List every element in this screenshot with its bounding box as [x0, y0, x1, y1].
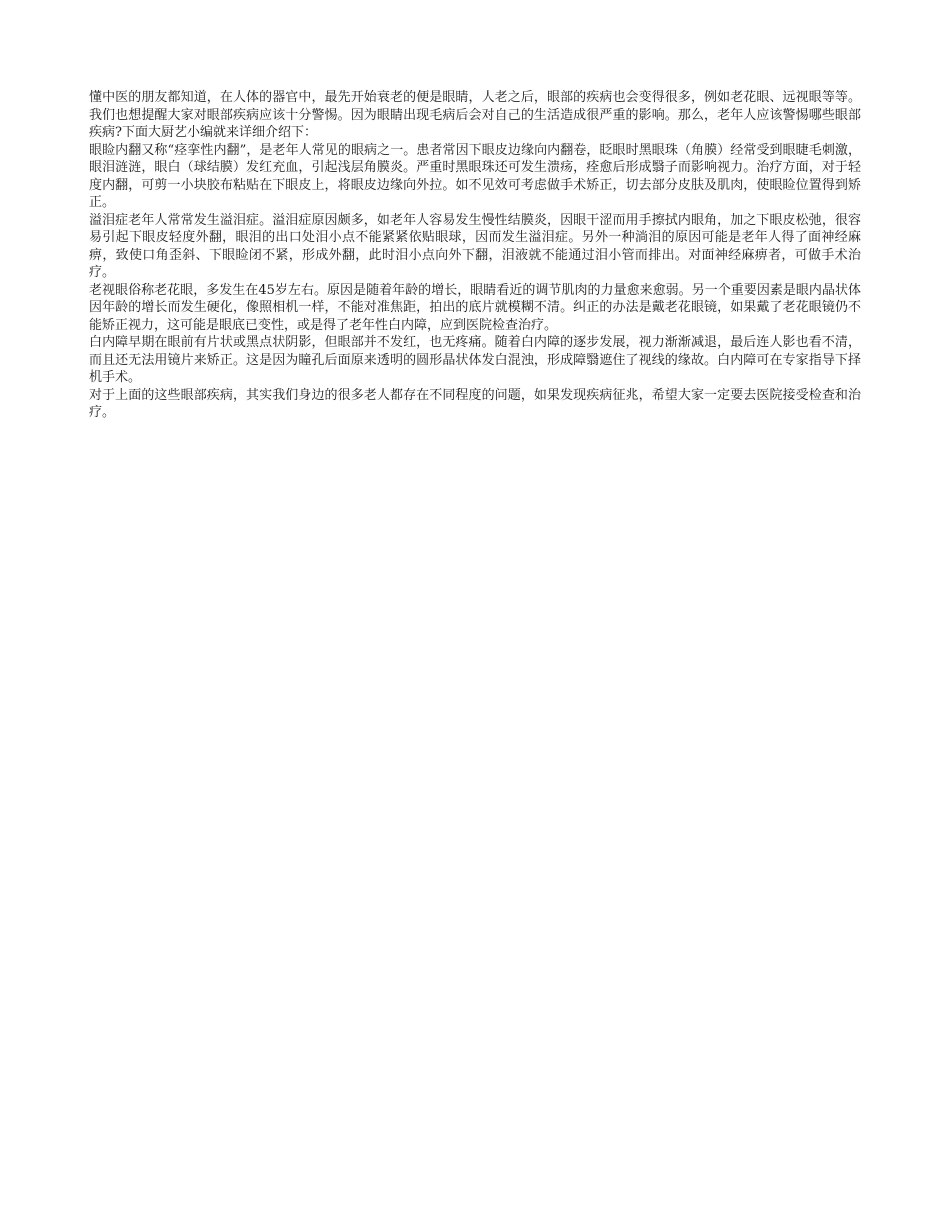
paragraph-presbyopia: 老视眼俗称老花眼，多发生在45岁左右。原因是随着年龄的增长，眼睛看近的调节肌肉的力量愈来愈弱。另一个重要因素是眼内晶状体因年龄的增长而发生硬化，像照相机一样，不能对准焦距，拍出的底片就模糊不清。纠正的办法是戴老花眼镜，如果戴了老花眼镜仍不能矫正视力，这可能是眼底已变性，或是得了老年性白内障，应到医院检查治疗。 [89, 282, 861, 333]
paragraph-cataract: 白内障早期在眼前有片状或黑点状阴影，但眼部并不发红，也无疼痛。随着白内障的逐步发展，视力渐渐减退，最后连人影也看不清，而且还无法用镜片来矫正。这是因为瞳孔后面原来透明的圆形晶状体发白混浊，形成障翳遮住了视线的缘故。白内障可在专家指导下择机手术。 [89, 335, 861, 385]
paragraph-entropion: 眼睑内翻又称“痉挛性内翻”，是老年人常见的眼病之一。患者常因下眼皮边缘向内翻卷，眨眼时黑眼珠（角膜）经常受到眼睫毛刺激，眼泪涟涟，眼白（球结膜）发红充血，引起浅层角膜炎。严重时黑眼珠还可发生溃疡，痊愈后形成翳子而影响视力。治疗方面，对于轻度内翻，可剪一小块胶布粘贴在下眼皮上，将眼皮边缘向外拉。如不见效可考虑做手术矫正，切去部分皮肤及肌肉，使眼睑位置得到矫正。 [89, 142, 861, 210]
paragraph-intro: 懂中医的朋友都知道，在人体的器官中，最先开始衰老的便是眼睛，人老之后，眼部的疾病也会变得很多，例如老花眼、远视眼等等。我们也想提醒大家对眼部疾病应该十分警惕。因为眼睛出现毛病后会对自己的生活造成很严重的影响。那么，老年人应该警惕哪些眼部疾病?下面大厨艺小编就来详细介绍下： [89, 90, 861, 140]
article-body [89, 89, 861, 422]
paragraph-epiphora: 溢泪症老年人常常发生溢泪症。溢泪症原因颇多，如老年人容易发生慢性结膜炎，因眼干涩而用手擦拭内眼角，加之下眼皮松弛，很容易引起下眼皮轻度外翻，眼泪的出口处泪小点不能紧紧依贴眼球，因而发生溢泪症。另外一种淌泪的原因可能是老年人得了面神经麻痹，致使口角歪斜、下眼睑闭不紧，形成外翻，此时泪小点向外下翻，泪液就不能通过泪小管而排出。对面神经麻痹者，可做手术治疗。 [89, 212, 861, 280]
paragraph-conclusion: 对于上面的这些眼部疾病，其实我们身边的很多老人都存在不同程度的问题，如果发现疾病征兆，希望大家一定要去医院接受检查和治疗。 [89, 387, 861, 420]
